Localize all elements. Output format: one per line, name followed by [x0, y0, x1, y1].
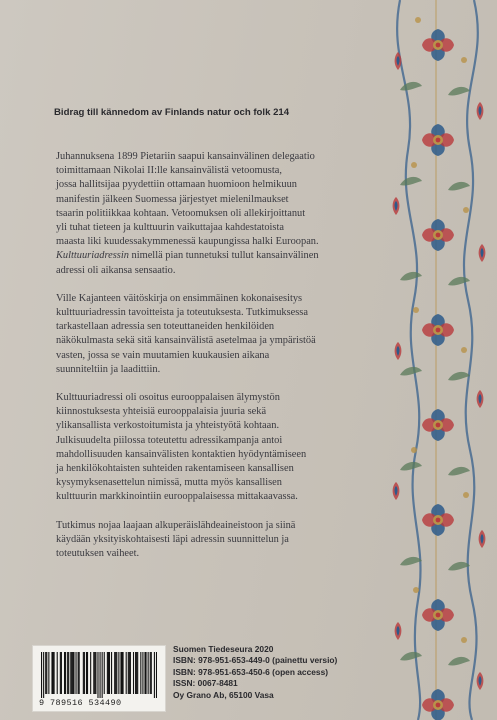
text-line: tsaarin politiikkaa kohtaan. Vetoomuksen oli allekirjoittanut: [56, 207, 306, 219]
barcode-bar: [93, 652, 94, 694]
text-line: toimittamaan Nikolai II:lle kansainvälistä vetoomusta,: [56, 165, 282, 177]
paragraph-2: [56, 292, 371, 377]
barcode-bar: [109, 652, 110, 694]
text-line: yli tuhat tieteen ja kulttuurin vaikuttajaa kahdestatoista: [56, 222, 284, 234]
barcode-bar: [72, 652, 73, 694]
blurb-text: [56, 150, 371, 575]
imprint-line: ISBN: 978-951-653-450-6 (open access): [173, 666, 329, 677]
barcode-bar: [154, 652, 155, 698]
barcode-bar: [116, 652, 117, 694]
barcode-bar: [130, 652, 131, 694]
barcode-bar: [133, 652, 134, 694]
barcode-bar: [95, 652, 96, 694]
barcode-bar: [135, 652, 136, 694]
text-line: adressi oli aikansa sensaatio.: [56, 264, 176, 276]
imprint-line: ISBN: 978-951-653-449-0 (painettu versio): [173, 655, 338, 666]
barcode-bars: [41, 652, 157, 698]
barcode-bar: [108, 652, 109, 694]
text-line: Kulttuuriadressi oli osoitus eurooppalaisen älymystön: [56, 392, 280, 404]
ornamental-border: [378, 0, 497, 720]
text-fragment: nimellä pian tunnetuksi tullut kansainvälinen: [128, 250, 319, 262]
barcode-digits: 9 789516 534490: [39, 698, 122, 708]
barcode-bar: [118, 652, 119, 694]
text-line: kulttuuriadressin tavoitteista ja toteutuksesta. Tutkimuksessa: [56, 307, 308, 319]
text-line: Tutkimus nojaa laajaan alkuperäislähdeaineistoon ja siinä: [56, 519, 296, 531]
imprint-line: Suomen Tiedeseura 2020: [173, 644, 274, 654]
barcode-bar: [137, 652, 138, 694]
text-line: manifestin jälkeen Suomessa järjestyet mielenilmaukset: [56, 193, 289, 205]
text-line: jossa hallitsijaa pyydettiin ottamaan huomioon helmikuun: [56, 179, 297, 191]
barcode-bar: [140, 652, 141, 694]
barcode-bar: [64, 652, 65, 694]
imprint-line: ISSN: 0067-8481: [173, 678, 238, 689]
text-line: [56, 249, 371, 263]
barcode-bar: [120, 652, 121, 694]
barcode-bar: [107, 652, 108, 694]
publisher-imprint: [173, 644, 373, 701]
text-line: ylikansallista verkostoitumista ja yhteistyötä kohtaan.: [56, 420, 280, 432]
barcode-bar: [148, 652, 149, 694]
barcode-bar: [46, 652, 47, 694]
text-line: vasten, jossa se vain muutamien kuukausien aikana: [56, 349, 270, 361]
barcode-bar: [61, 652, 62, 694]
barcode-bar: [52, 652, 53, 694]
barcode-bar: [71, 652, 72, 694]
barcode-bar: [41, 652, 42, 698]
paragraph-3: [56, 391, 371, 505]
barcode-bar: [78, 652, 79, 694]
barcode-bar: [68, 652, 69, 694]
italic-title: Kulttuuriadressin: [56, 250, 129, 262]
imprint-line: Oy Grano Ab, 65100 Vasa: [173, 689, 274, 700]
barcode-bar: [73, 652, 74, 694]
barcode-bar: [87, 652, 88, 694]
barcode-bar: [86, 652, 87, 694]
text-line: tarkastellaan adressia sen toteuttaneiden henkilöiden: [56, 321, 275, 333]
barcode-bar: [84, 652, 85, 694]
text-line: kiinnostuksesta yhteisiä eurooppalaisia juuria sekä: [56, 406, 267, 418]
barcode-bar: [142, 652, 143, 694]
barcode-bar: [54, 652, 55, 694]
text-line: maasta liki kuudessakymmenessä kaupungissa halki Euroopan.: [56, 236, 319, 248]
barcode-bar: [121, 652, 122, 694]
text-line: näkökulmasta sekä sitä kansainvälistä asetelmaa ja ympäristöä: [56, 335, 316, 347]
barcode-bar: [100, 652, 101, 698]
barcode-bar: [151, 652, 152, 694]
barcode-bar: [129, 652, 130, 694]
barcode-bar: [97, 652, 98, 698]
text-line: Ville Kajanteen väitöskirja on ensimmäinen kokonaisesitys: [56, 292, 303, 304]
text-line: suunniteltiin ja laadittiin.: [56, 363, 161, 375]
barcode-bar: [126, 652, 127, 694]
text-line: Julkisuudelta piilossa toteutettu adressikampanja antoi: [56, 434, 283, 446]
barcode-bar: [114, 652, 115, 694]
barcode-bar: [48, 652, 49, 694]
barcode-bar: [146, 652, 147, 694]
barcode-bar: [45, 652, 46, 694]
barcode-bar: [123, 652, 124, 694]
barcode-bar: [67, 652, 68, 694]
barcode-bar: [43, 652, 44, 698]
barcode-bar: [136, 652, 137, 694]
text-line: kulttuurin markkinointiin eurooppalaisessa mittakaavassa.: [56, 491, 298, 503]
barcode-bar: [90, 652, 91, 694]
barcode-bar: [65, 652, 66, 694]
barcode-bar: [156, 652, 157, 698]
text-line: käydään yksityiskohtaisesti läpi adressin suunnittelun ja: [56, 533, 289, 545]
isbn-barcode: [32, 645, 166, 712]
paragraph-4: [56, 519, 371, 562]
text-line: mahdollisuuden kansainvälisten kontaktien hyödyntämiseen: [56, 448, 307, 460]
text-line: ja henkilökohtaisten suhteiden rakentamiseen kansallisen: [56, 463, 294, 475]
barcode-bar: [79, 652, 80, 694]
barcode-bar: [111, 652, 112, 694]
barcode-bar: [51, 652, 52, 694]
series-title: Bidrag till kännedom av Finlands natur och folk 214: [54, 107, 290, 118]
paragraph-1: [56, 150, 371, 278]
barcode-bar: [115, 652, 116, 694]
text-line: Juhannuksena 1899 Pietariin saapui kansainvälinen delegaatio: [56, 151, 315, 162]
barcode-bar: [104, 652, 105, 694]
text-line: kysymyksenasettelun nimissä, mutta myös kansallisen: [56, 477, 282, 489]
barcode-bar: [57, 652, 58, 694]
barcode-bar: [70, 652, 71, 694]
barcode-bar: [75, 652, 76, 694]
text-line: toteutuksen vaiheet.: [56, 548, 140, 560]
barcode-bar: [60, 652, 61, 694]
barcode-bar: [83, 652, 84, 694]
barcode-bar: [102, 652, 103, 698]
barcode-bar: [144, 652, 145, 694]
barcode-bar: [94, 652, 95, 694]
barcode-bar: [150, 652, 151, 694]
barcode-bar: [128, 652, 129, 694]
